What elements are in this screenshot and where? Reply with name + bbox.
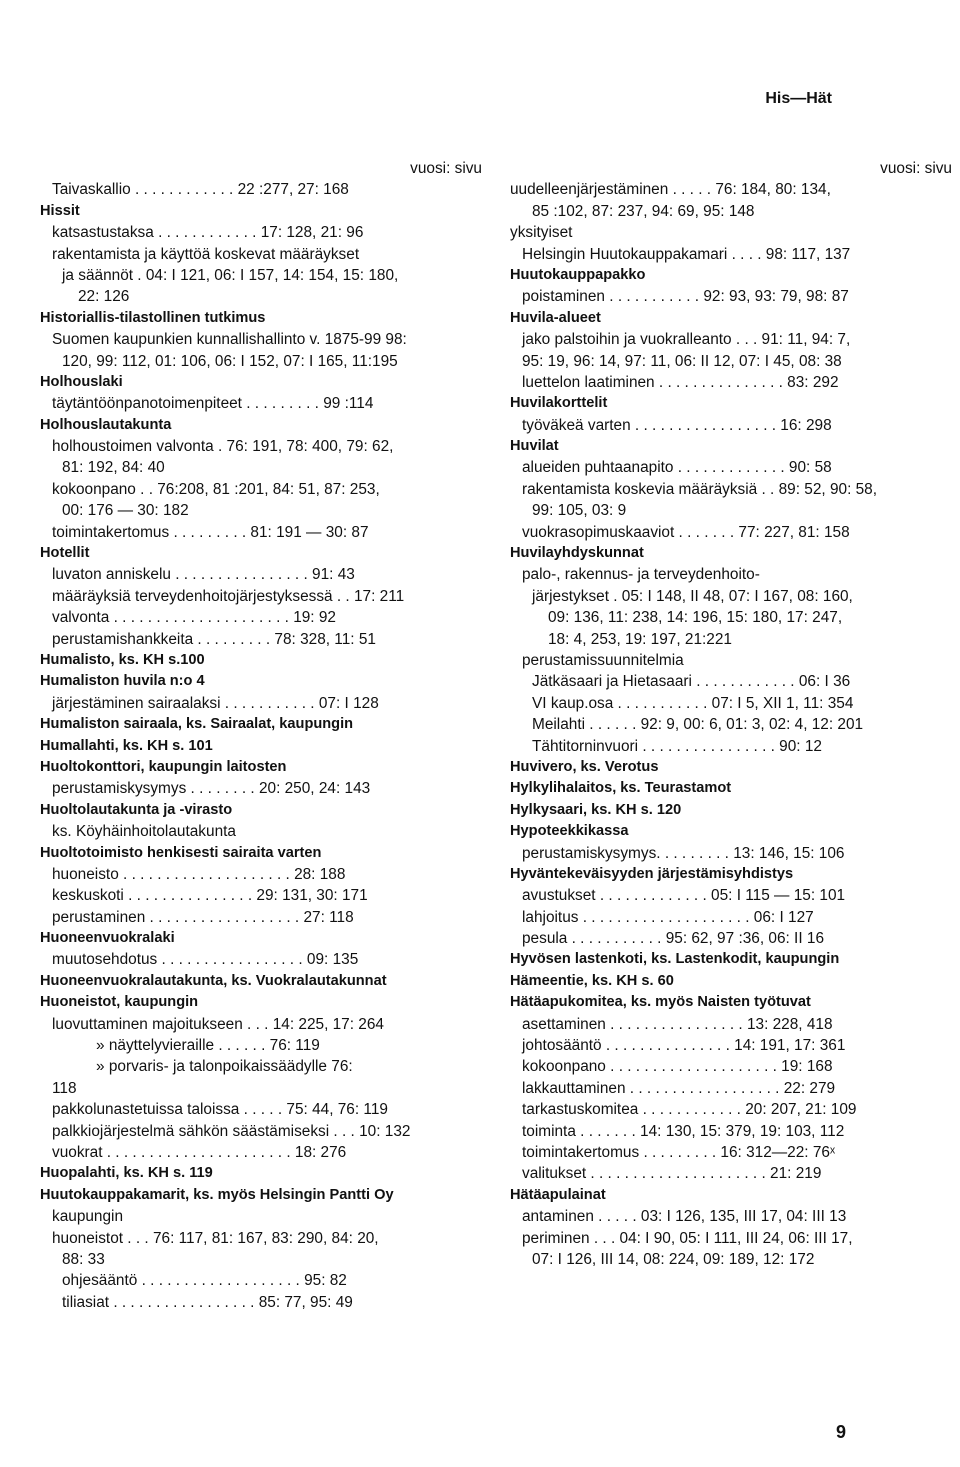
index-heading: Hypoteekkikassa (510, 823, 629, 840)
index-heading: Huvila-alueet (510, 309, 601, 326)
index-heading: Hätäapulainat (510, 1186, 606, 1203)
index-entry: ohjesääntö . . . . . . . . . . . . . . . . . . . 95: 82 (62, 1272, 347, 1290)
index-entry: poistaminen . . . . . . . . . . . 92: 93, 93: 79, 98: 87 (522, 288, 849, 306)
index-entry: perustamishankkeita . . . . . . . . . 78: 328, 11: 51 (52, 630, 376, 648)
index-heading: Hylkysaari, ks. KH s. 120 (510, 801, 682, 818)
index-entry: 09: 136, 11: 238, 14: 196, 15: 180, 17: 247, (548, 609, 843, 627)
index-heading: Hämeentie, ks. KH s. 60 (510, 972, 674, 989)
index-entry: kaupungin (52, 1208, 124, 1226)
index-entry: perustamiskysymys. . . . . . . . . 13: 146, 15: 106 (522, 844, 845, 862)
index-entry: katsastustaksa . . . . . . . . . . . . 17: 128, 21: 96 (52, 224, 364, 242)
index-entry: luettelon laatiminen . . . . . . . . . . . . . . . 83: 292 (522, 373, 839, 391)
index-entry: pesula . . . . . . . . . . . 95: 62, 97 :36, 06: II 16 (522, 930, 825, 948)
index-heading: Huoltotoimisto henkisesti sairaita varten (40, 844, 322, 861)
left-column (40, 158, 482, 1313)
index-entry: huoneisto . . . . . . . . . . . . . . . . . . . . 28: 188 (52, 865, 346, 883)
index-entry: huoneistot . . . 76: 117, 81: 167, 83: 290, 84: 20, (52, 1229, 379, 1247)
index-entry: palo-, rakennus- ja terveydenhoito- (522, 566, 760, 584)
index-entry: kokoonpano . . . . . . . . . . . . . . . . . . . . 19: 168 (522, 1058, 833, 1076)
index-entry: perustaminen . . . . . . . . . . . . . . . . . . 27: 118 (52, 908, 354, 926)
index-entry: antaminen . . . . . 03: I 126, 135, III 17, 04: III 13 (522, 1208, 847, 1226)
index-entry: toimintakertomus . . . . . . . . . 81: 191 — 30: 87 (52, 523, 369, 541)
index-entry: 18: 4, 253, 19: 197, 21:221 (548, 630, 732, 648)
index-entry: luvaton anniskelu . . . . . . . . . . . . . . . . 91: 43 (52, 566, 355, 584)
index-heading: Huutokauppapakko (510, 266, 646, 283)
index-entry: uudelleenjärjestäminen . . . . . 76: 184, 80: 134, (510, 181, 831, 199)
index-heading: Holhouslaki (40, 373, 123, 390)
index-entry: holhoustoimen valvonta . 76: 191, 78: 400, 79: 62, (52, 438, 394, 456)
right-column (510, 158, 952, 1270)
index-heading: Hätäapukomitea, ks. myös Naisten työtuvat (510, 994, 811, 1011)
index-heading: Historiallis-tilastollinen tutkimus (40, 309, 266, 326)
index-entry: ja säännöt . 04: I 121, 06: I 157, 14: 154, 15: 180, (62, 266, 399, 284)
index-entry: 120, 99: 112, 01: 106, 06: I 152, 07: I 165, 11:195 (62, 352, 398, 370)
index-entry: VI kaup.osa . . . . . . . . . . . 07: I 5, XII 1, 11: 354 (532, 694, 854, 712)
index-heading: Huoltolautakunta ja -virasto (40, 801, 233, 818)
index-heading: Hissit (40, 202, 80, 219)
index-entry: ks. Köyhäinhoitolautakunta (52, 823, 236, 841)
index-entry: asettaminen . . . . . . . . . . . . . . . . 13: 228, 418 (522, 1015, 833, 1033)
index-entry: » näyttelyvieraille . . . . . . 76: 119 (96, 1037, 320, 1055)
index-entry: kokoonpano . . 76:208, 81 :201, 84: 51, 87: 253, (52, 480, 380, 498)
index-heading: Huoneistot, kaupungin (40, 994, 199, 1011)
index-entry: johtosääntö . . . . . . . . . . . . . . . 14: 191, 17: 361 (522, 1037, 846, 1055)
index-entry: 118 (52, 1079, 77, 1097)
index-entry: lahjoitus . . . . . . . . . . . . . . . . . . . . 06: I 127 (522, 908, 814, 926)
index-entry: rakentamista ja käyttöä koskevat määräykset (52, 245, 360, 263)
index-entry: 81: 192, 84: 40 (62, 459, 165, 477)
index-entry: 07: I 126, III 14, 08: 224, 09: 189, 12: 172 (532, 1250, 815, 1268)
index-entry: keskuskoti . . . . . . . . . . . . . . . 29: 131, 30: 171 (52, 887, 368, 905)
index-entry: » porvaris- ja talonpoikaissäädylle 76: (96, 1058, 353, 1076)
index-heading: Humalisto, ks. KH s.100 (40, 651, 205, 668)
index-entry: yksityiset (510, 224, 573, 242)
index-entry: täytäntöönpanotoimenpiteet . . . . . . . . . 99 :114 (52, 395, 374, 413)
index-entry: 95: 19, 96: 14, 97: 11, 06: II 12, 07: I 45, 08: 38 (522, 352, 842, 370)
index-heading: Huvivero, ks. Verotus (510, 758, 659, 775)
index-entry: määräyksiä terveydenhoitojärjestyksessä . . 17: 211 (52, 587, 405, 605)
index-heading: Huopalahti, ks. KH s. 119 (40, 1165, 213, 1182)
index-entry: tiliasiat . . . . . . . . . . . . . . . . . 85: 77, 95: 49 (62, 1293, 353, 1311)
index-entry: 85 :102, 87: 237, 94: 69, 95: 148 (532, 202, 755, 220)
index-entry: 22: 126 (78, 288, 130, 306)
index-heading: Huoltokonttori, kaupungin laitosten (40, 758, 287, 775)
index-entry: palkkiojärjestelmä sähkön säästämiseksi . . . 10: 132 (52, 1122, 411, 1140)
index-heading: Humaliston sairaala, ks. Sairaalat, kaupungin (40, 716, 354, 733)
column-header: vuosi: sivu (410, 160, 482, 177)
column-header: vuosi: sivu (880, 160, 952, 177)
index-heading: Huoneenvuokralautakunta, ks. Vuokralautakunnat (40, 972, 387, 989)
index-entry: valitukset . . . . . . . . . . . . . . . . . . . . . 21: 219 (522, 1165, 822, 1183)
index-heading: Holhouslautakunta (40, 416, 172, 433)
index-heading: Huutokauppakamarit, ks. myös Helsingin Pantti Oy (40, 1186, 394, 1203)
index-entry: vuokrat . . . . . . . . . . . . . . . . . . . . . . 18: 276 (52, 1143, 347, 1161)
index-entry: jako palstoihin ja vuokralleanto . . . 91: 11, 94: 7, (522, 331, 851, 349)
index-heading: Huoneenvuokralaki (40, 930, 175, 947)
index-entry: järjestykset . 05: I 148, II 48, 07: I 167, 08: 160, (532, 587, 853, 605)
index-heading: Huvilat (510, 438, 559, 455)
index-entry: luovuttaminen majoitukseen . . . 14: 225, 17: 264 (52, 1015, 384, 1033)
index-heading: Hyvösen lastenkoti, ks. Lastenkodit, kaupungin (510, 951, 840, 968)
index-entry: tarkastuskomitea . . . . . . . . . . . . 20: 207, 21: 109 (522, 1101, 857, 1119)
index-entry: avustukset . . . . . . . . . . . . . 05: I 115 — 15: 101 (522, 887, 846, 905)
index-entry: työväkeä varten . . . . . . . . . . . . . . . . . 16: 298 (522, 416, 832, 434)
index-heading: Hotellit (40, 545, 90, 562)
index-entry: toimintakertomus . . . . . . . . . 16: 312—22: 76ˣ (522, 1143, 836, 1161)
index-entry: Meilahti . . . . . . 92: 9, 00: 6, 01: 3, 02: 4, 12: 201 (532, 716, 864, 734)
index-entry: 00: 176 — 30: 182 (62, 502, 189, 520)
index-entry: 99: 105, 03: 9 (532, 502, 627, 520)
index-entry: Tähtitorninvuori . . . . . . . . . . . . . . . . 90: 12 (532, 737, 822, 755)
index-heading: Huvilakorttelit (510, 395, 608, 412)
index-entry: lakkauttaminen . . . . . . . . . . . . . . . . . . 22: 279 (522, 1079, 836, 1097)
index-entry: Suomen kaupunkien kunnallishallinto v. 1875-99 98: (52, 331, 407, 349)
index-entry: 88: 33 (62, 1250, 105, 1268)
index-heading: Humaliston huvila n:o 4 (40, 673, 205, 690)
index-entry: valvonta . . . . . . . . . . . . . . . . . . . . . 19: 92 (52, 609, 336, 627)
index-heading: Humallahti, ks. KH s. 101 (40, 737, 213, 754)
index-entry: vuokrasopimuskaaviot . . . . . . . 77: 227, 81: 158 (522, 523, 850, 541)
index-entry: muutosehdotus . . . . . . . . . . . . . . . . . 09: 135 (52, 951, 359, 969)
index-entry: alueiden puhtaanapito . . . . . . . . . . . . . 90: 58 (522, 459, 832, 477)
index-heading: Hyväntekeväisyyden järjestämisyhdistys (510, 865, 794, 882)
page-number: 9 (835, 1422, 846, 1442)
index-entry: järjestäminen sairaalaksi . . . . . . . . . . . 07: I 128 (52, 694, 379, 712)
index-heading: Hylkylihalaitos, ks. Teurastamot (510, 780, 732, 797)
index-entry: rakentamista koskevia määräyksiä . . 89: 52, 90: 58, (522, 480, 878, 498)
index-entry: perustamissuunnitelmia (522, 651, 684, 669)
index-entry: Helsingin Huutokauppakamari . . . . 98: 117, 137 (522, 245, 851, 263)
index-entry: Taivaskallio . . . . . . . . . . . . 22 :277, 27: 168 (52, 181, 349, 199)
index-entry: periminen . . . 04: I 90, 05: I 111, III 24, 06: III 17, (522, 1229, 853, 1247)
index-entry: perustamiskysymys . . . . . . . . 20: 250, 24: 143 (52, 780, 371, 798)
index-heading: Huvilayhdyskunnat (510, 545, 644, 562)
index-entry: toiminta . . . . . . . 14: 130, 15: 379, 19: 103, 112 (522, 1122, 845, 1140)
index-entry: Jätkäsaari ja Hietasaari . . . . . . . . . . . . 06: I 36 (532, 673, 851, 691)
page-header: His—Hät (765, 90, 832, 107)
index-entry: pakkolunastetuissa taloissa . . . . . 75: 44, 76: 119 (52, 1101, 388, 1119)
